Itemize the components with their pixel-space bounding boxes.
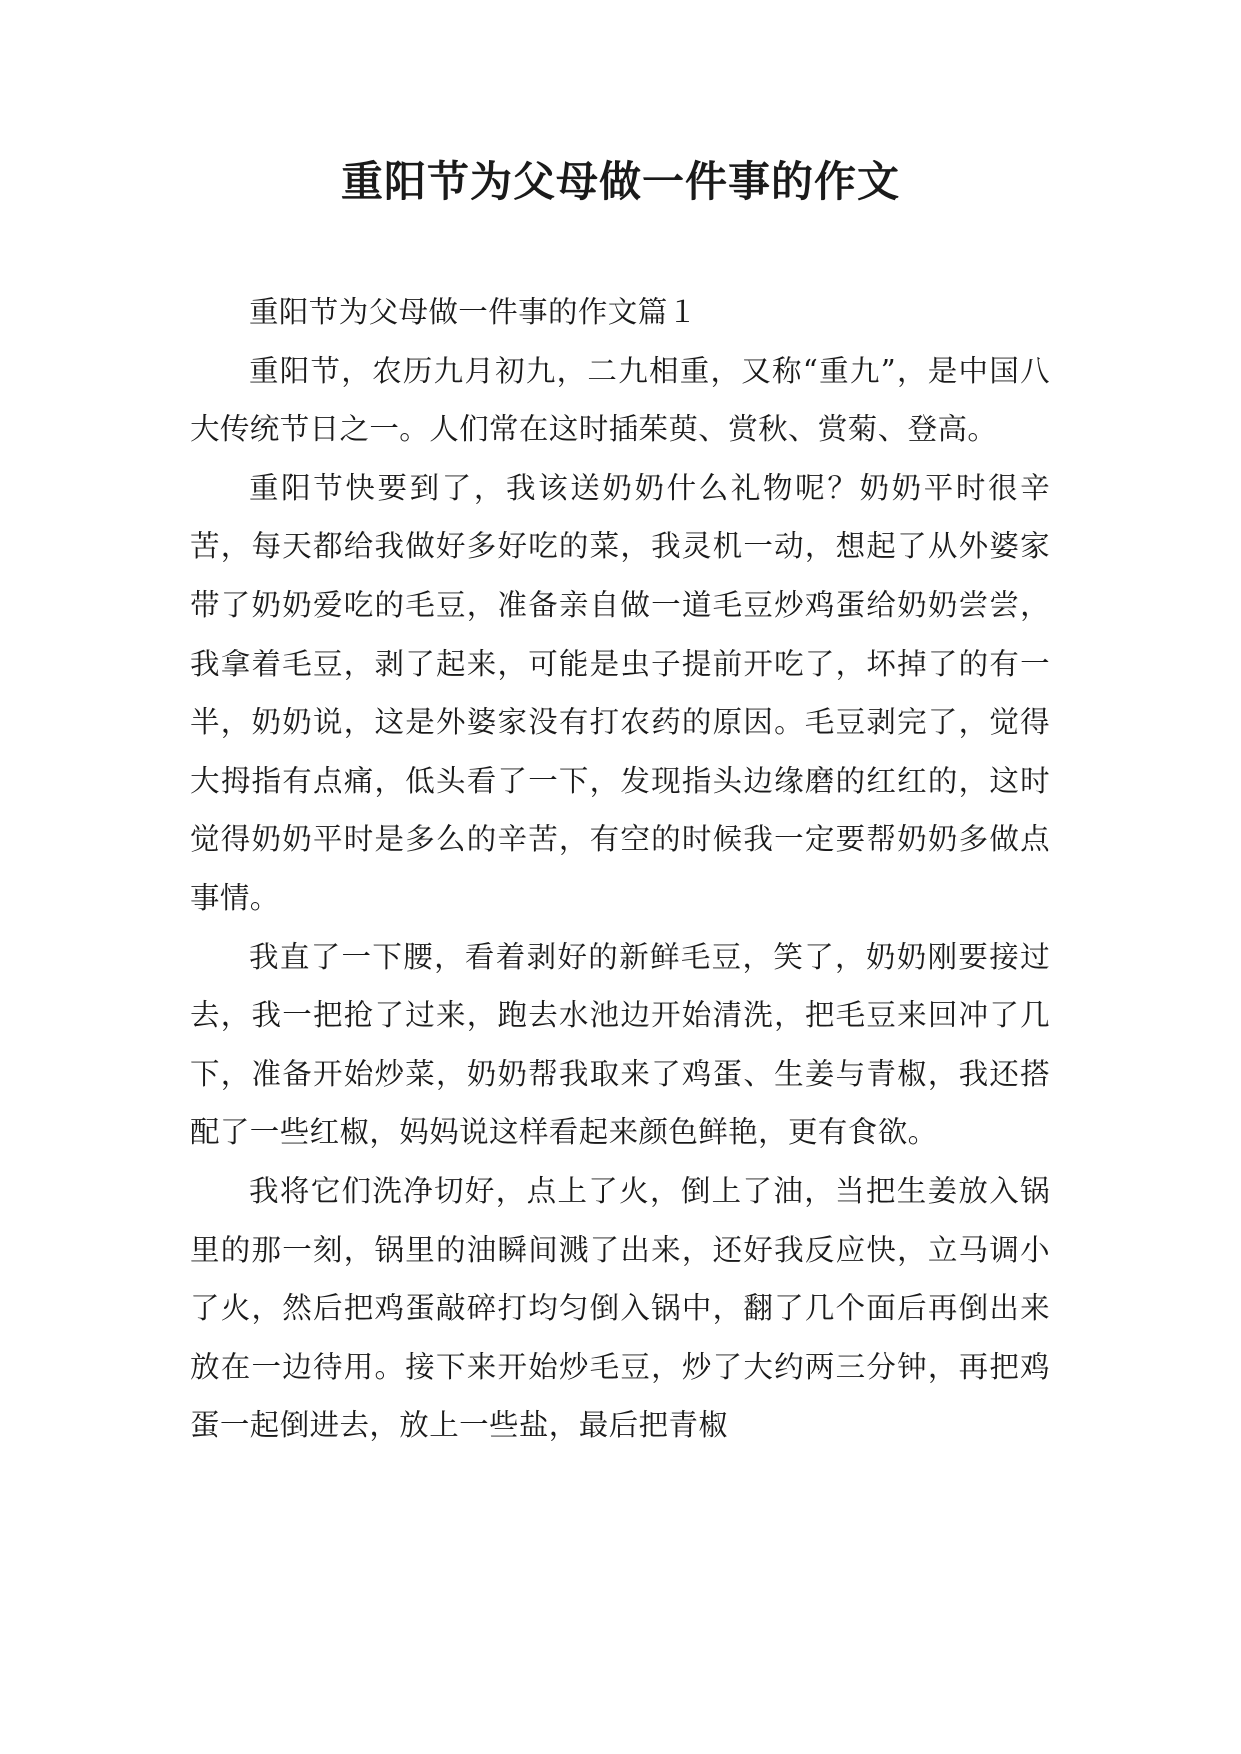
paragraph: 我将它们洗净切好，点上了火，倒上了油，当把生姜放入锅里的那一刻，锅里的油瞬间溅了出来，还好我反应快，立马调小了火，然后把鸡蛋敲碎打均匀倒入锅中，翻了几个面后再倒出来放在一边待用。接下来开始炒毛豆，炒了大约两三分钟，再把鸡蛋一起倒进去，放上一些盐，最后把青椒 [190,1173,1050,1443]
section-heading: 重阳节为父母做一件事的作文篇１ [249,295,698,329]
paragraph: 重阳节快要到了，我该送奶奶什么礼物呢？奶奶平时很辛苦，每天都给我做好多好吃的菜，我灵机一动，想起了从外婆家带了奶奶爱吃的毛豆，准备亲自做一道毛豆炒鸡蛋给奶奶尝尝，我拿着毛豆，剥了起来，可能是虫子提前开吃了，坏掉了的有一半，奶奶说，这是外婆家没有打农药的原因。毛豆剥完了，觉得大拇指有点痛，低头看了一下，发现指头边缘磨的红红的，这时觉得奶奶平时是多么的辛苦，有空的时候我一定要帮奶奶多做点事情。 [190,470,1050,915]
document-body [190,283,1050,1455]
paragraph: 重阳节，农历九月初九，二九相重，又称“重九”，是中国八大传统节日之一。人们常在这时插茱萸、赏秋、赏菊、登高。 [190,353,1050,447]
paragraph: 我直了一下腰，看着剥好的新鲜毛豆，笑了，奶奶刚要接过去，我一把抢了过来，跑去水池边开始清洗，把毛豆来回冲了几下，准备开始炒菜，奶奶帮我取来了鸡蛋、生姜与青椒，我还搭配了一些红椒，妈妈说这样看起来颜色鲜艳，更有食欲。 [190,939,1050,1150]
page-title: 重阳节为父母做一件事的作文 [340,157,900,206]
